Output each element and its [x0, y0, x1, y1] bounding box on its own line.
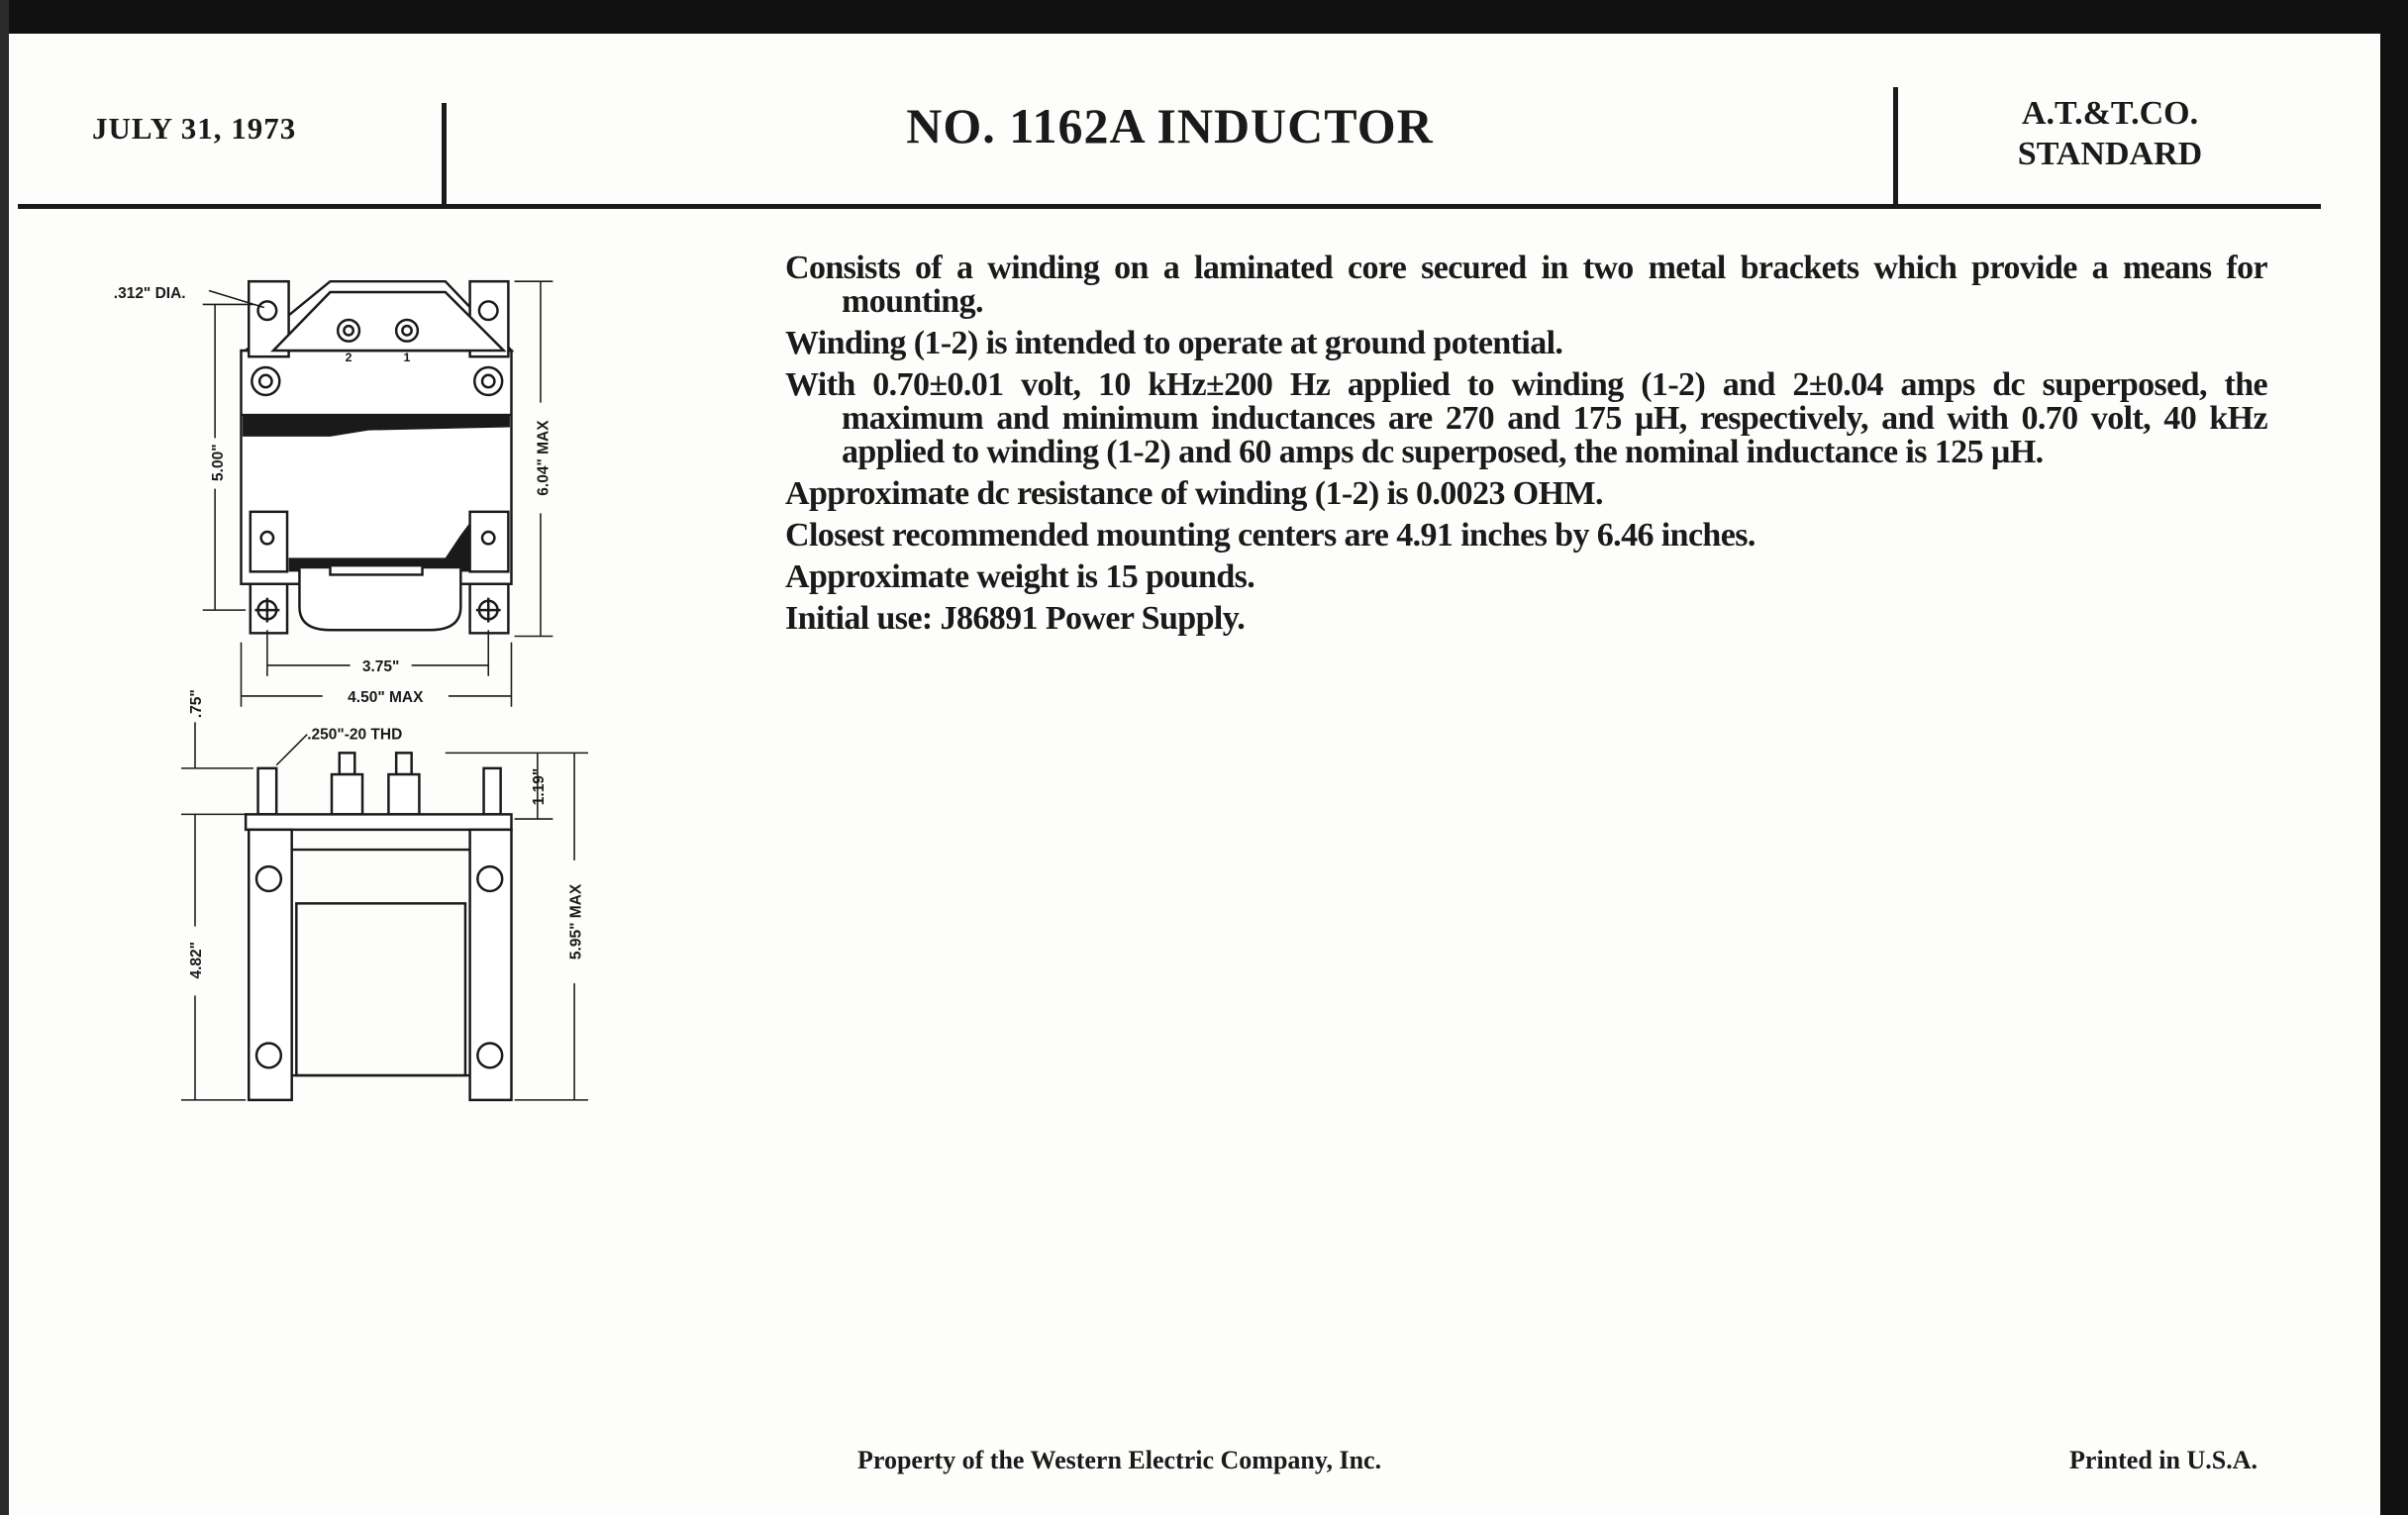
description-paragraph: Approximate weight is 15 pounds.	[785, 558, 1255, 595]
description-paragraph: Initial use: J86891 Power Supply.	[785, 600, 1246, 637]
dimension-0-75: .75"	[188, 689, 206, 719]
thread-label: .250"-20 THD	[307, 726, 403, 744]
dimension-1-19: 1.19"	[531, 767, 549, 806]
description-paragraph: With 0.70±0.01 volt, 10 kHz±200 Hz applied to winding (1-2) and 2±0.04 amps dc superposed, the maximum and minimum inductances are 270 and 175 µH, respectively, and with 0.70 volt, 40 kHz applied to winding (1-2) and 60 amps dc superposed, the nominal inductance is 125 µH.	[785, 366, 2267, 470]
standard-org: A.T.&T.CO.	[2021, 95, 2199, 132]
dimension-3-75: 3.75"	[361, 658, 400, 676]
standard-text: STANDARD	[2017, 136, 2203, 172]
dimension-5-00: 5.00"	[209, 444, 227, 481]
description-paragraph: Closest recommended mounting centers are 4.91 inches by 6.46 inches.	[785, 517, 1756, 554]
dimension-6-04-max: 6.04" MAX	[535, 420, 552, 496]
side-view-dimensions	[181, 689, 588, 1100]
issue-date: JULY 31, 1973	[92, 111, 297, 146]
description-paragraph: Consists of a winding on a laminated core secured in two metal brackets which provide a means for mounting.	[785, 250, 2267, 320]
page-title: NO. 1162A INDUCTOR	[906, 98, 1434, 153]
terminal-2-label: 2	[345, 350, 352, 364]
terminal-1-label: 1	[403, 350, 411, 364]
dimension-5-95-max: 5.95" MAX	[567, 883, 585, 960]
footer-printed: Printed in U.S.A.	[2069, 1446, 2258, 1474]
footer-property: Property of the Western Electric Company, Inc.	[857, 1446, 1382, 1474]
side-view	[246, 753, 511, 1100]
dimension-4-82: 4.82"	[188, 941, 206, 979]
hole-diameter-label: .312" DIA.	[113, 285, 186, 303]
dimension-4-50-max: 4.50" MAX	[348, 689, 424, 707]
description-paragraph: Winding (1-2) is intended to operate at ground potential.	[785, 325, 1563, 361]
top-view	[242, 281, 512, 633]
description-paragraph: Approximate dc resistance of winding (1-2) is 0.0023 OHM.	[785, 475, 1603, 512]
